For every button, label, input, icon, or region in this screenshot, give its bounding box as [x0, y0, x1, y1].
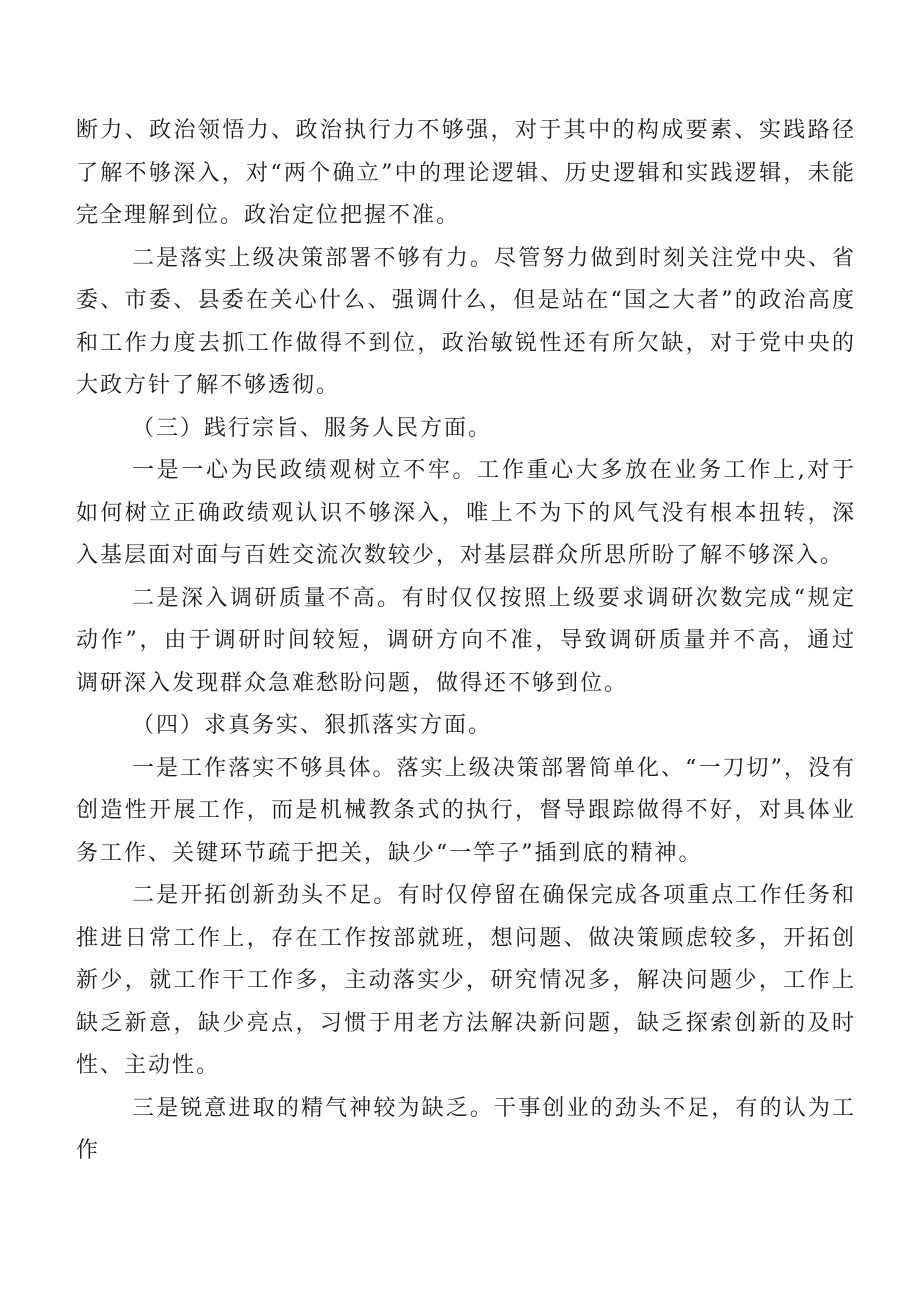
section-heading-4: （四）求真务实、狠抓落实方面。: [132, 713, 493, 738]
paragraph-research-quality: 二是深入调研质量不高。有时仅仅按照上级要求调研次数完成“规定动作”，由于调研时间较短，调研方向不准，导致调研质量并不高，通过调研深入发现群众急难愁盼问题，做得还不够到位。: [76, 585, 856, 696]
paragraph-continuation: 断力、政治领悟力、政治执行力不够强，对于其中的构成要素、实践路径了解不够深入，对“两个确立”中的理论逻辑、历史逻辑和实践逻辑，未能完全理解到位。政治定位把握不准。: [76, 118, 856, 228]
paragraph-performance-view: 一是一心为民政绩观树立不牢。工作重心大多放在业务工作上,对于如何树立正确政绩观认识不够深入，唯上不为下的风气没有根本扭转，深入基层面对面与百姓交流次数较少，对基层群众所思所盼了解不够深入。: [76, 458, 856, 568]
section-heading-3: （三）践行宗旨、服务人民方面。: [132, 415, 493, 441]
paragraph-policy-implementation: 二是落实上级决策部署不够有力。尽管努力做到时刻关注党中央、省委、市委、县委在关心什么、强调什么，但是站在“国之大者”的政治高度和工作力度去抓工作做得不到位，政治敏锐性还有所欠缺，对于党中央的大政方针了解不够透彻。: [76, 245, 856, 398]
paragraph-enterprising-spirit: 三是锐意进取的精气神较为缺乏。干事创业的劲头不足，有的认为工作: [76, 1095, 856, 1163]
document-body: [76, 110, 856, 1173]
paragraph-innovation: 二是开拓创新劲头不足。有时仅停留在确保完成各项重点工作任务和推进日常工作上，存在工作按部就班，想问题、做决策顾虑较多，开拓创新少，就工作干工作多，主动落实少，研究情况多，解决问题少，工作上缺乏新意，缺少亮点，习惯于用老方法解决新问题，缺乏探索创新的及时性、主动性。: [76, 883, 856, 1078]
paragraph-work-implementation: 一是工作落实不够具体。落实上级决策部署简单化、“一刀切”，没有创造性开展工作，而是机械教条式的执行，督导跟踪做得不好，对具体业务工作、关键环节疏于把关，缺少“一竿子”插到底的精神。: [76, 755, 856, 866]
